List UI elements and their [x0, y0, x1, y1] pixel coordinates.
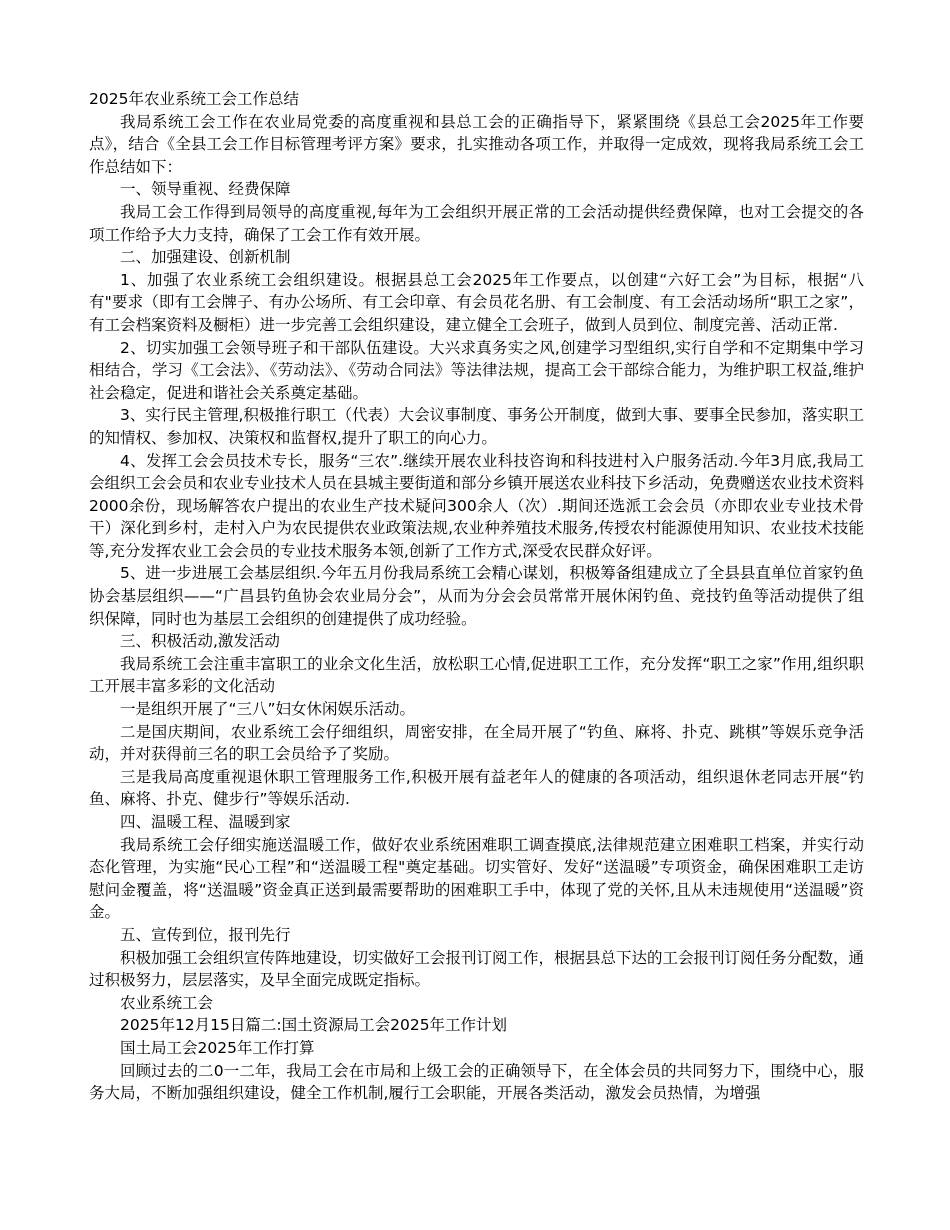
paragraph: 回顾过去的二0一二年，我局工会在市局和上级工会的正确领导下，在全体会员的共同努力下，围绕中心，服务大局，不断加强组织建设，健全工作机制,履行工会职能，开展各类活动，激发会员热情，为增强 — [89, 1061, 864, 1103]
paragraph: 我局系统工会注重丰富职工的业余文化生活，放松职工心情,促进职工工作，充分发挥“职工之家”作用,组织职工开展丰富多彩的文化活动 — [89, 654, 864, 696]
document-page — [89, 88, 864, 1105]
paragraph: 我局工会工作得到局领导的高度重视,每年为工会组织开展正常的工会活动提供经费保障，也对工会提交的各项工作给予大力支持，确保了工会工作有效开展。 — [89, 202, 864, 244]
document-title: 2025年农业系统工会工作总结 — [89, 90, 299, 108]
paragraph: 5、进一步进展工会基层组织.今年五月份我局系统工会精心谋划，积极筹备组建成立了全县县直单位首家钓鱼协会基层组织——“广昌县钓鱼协会农业局分会”，从而为分会会员常常开展休闲钓鱼、竞技钓鱼等活动提供了组织保障，同时也为基层工会组织的创建提供了成功经验。 — [89, 564, 864, 628]
paragraph: 一是组织开展了“三八”妇女休闲娱乐活动。 — [120, 700, 416, 719]
signature-date: 2025年12月15日篇二:国土资源局工会2025年工作计划 — [120, 1016, 508, 1035]
section-heading-5: 五、宣传到位，报刊先行 — [120, 925, 291, 944]
paragraph: 二是国庆期间，农业系统工会仔细组织，周密安排，在全局开展了“钓鱼、麻将、扑克、跳棋”等娱乐竞争活动，并对获得前三名的职工会员给予了奖励。 — [89, 722, 864, 764]
paragraph: 2、切实加强工会领导班子和干部队伍建设。大兴求真务实之风,创建学习型组织,实行自学和不定期集中学习相结合，学习《工会法》、《劳动法》、《劳动合同法》等法律法规，提高工会干部综合能力，为维护职工权益,维护社会稳定，促进和谐社会关系奠定基础。 — [89, 338, 864, 402]
paragraph: 我局系统工会仔细实施送温暖工作，做好农业系统困难职工调查摸底,法律规范建立困难职工档案，并实行动态化管理，为实施“民心工程”和“送温暖工程"奠定基础。切实管好、发好“送温暖”专项资金，确保困难职工走访慰问金覆盖，将“送温暖”资金真正送到最需要帮助的困难职工手中，体现了党的关怀,且从未违规使用“送温暖”资金。 — [89, 835, 864, 922]
paragraph: 4、发挥工会会员技术专长，服务“三农”.继续开展农业科技咨询和科技进村入户服务活动.今年3月底,我局工会组织工会会员和农业专业技术人员在县城主要街道和部分乡镇开展送农业科技下乡活动，免费赠送农业技术资料2000余份，现场解答农户提出的农业生产技术疑问300余人（次）.期间还选派工会会员（亦即农业专业技术骨干）深化到乡村，走村入户为农民提供农业政策法规,农业种养殖技术服务,传授农村能源使用知识、农业技术技能等,充分发挥农业工会会员的专业技术服务本领,创新了工作方式,深受农民群众好评。 — [89, 451, 865, 560]
section-heading-3: 三、积极活动,激发活动 — [120, 632, 280, 651]
signature-org: 农业系统工会 — [120, 993, 214, 1012]
section-heading-2: 二、加强建设、创新机制 — [120, 248, 291, 267]
paragraph: 积极加强工会组织宣传阵地建设，切实做好工会报刊订阅工作，根据县总下达的工会报刊订阅任务分配数，通过积极努力，层层落实，及早全面完成既定指标。 — [89, 948, 865, 990]
section-heading-1: 一、领导重视、经费保障 — [120, 180, 291, 199]
paragraph: 3、实行民主管理,积极推行职工（代表）大会议事制度、事务公开制度，做到大事、要事全民参加，落实职工的知情权、参加权、决策权和监督权,提升了职工的向心力。 — [89, 406, 864, 447]
paragraph: 1、加强了农业系统工会组织建设。根据县总工会2025年工作要点，以创建“六好工会”为目标，根据“八有"要求（即有工会牌子、有办公场所、有工会印章、有会员花名册、有工会制度、有工会活动场所“职工之家”，有工会档案资料及橱柜）进一步完善工会组织建设，建立健全工会班子，做到人员到位、制度完善、活动正常. — [89, 270, 864, 334]
paragraph-intro: 我局系统工会工作在农业局党委的高度重视和县总工会的正确指导下，紧紧围绕《县总工会2025年工作要点》，结合《全县工会工作目标管理考评方案》要求，扎实推动各项工作，并取得一定成效，现将我局系统工会工作总结如下： — [89, 112, 864, 176]
paragraph: 三是我局高度重视退休职工管理服务工作,积极开展有益老年人的健康的各项活动，组织退休老同志开展“钓鱼、麻将、扑克、健步行”等娱乐活动. — [89, 767, 864, 809]
subtitle: 国土局工会2025年工作打算 — [120, 1038, 315, 1057]
section-heading-4: 四、温暖工程、温暖到家 — [120, 813, 291, 831]
